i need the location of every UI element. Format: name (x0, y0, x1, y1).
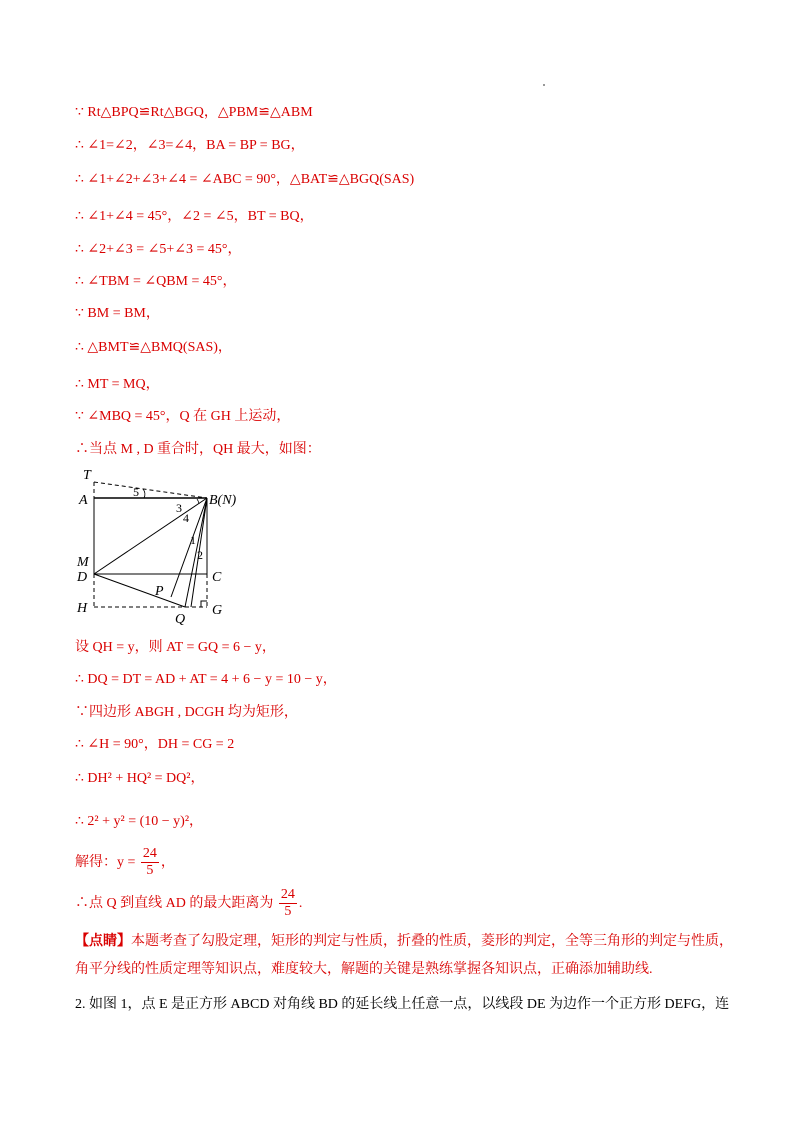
right-angle-mark (201, 601, 207, 607)
line-4: ∴ ∠1+∠4 = 45°，∠2 = ∠5，BT = BQ， (75, 209, 314, 224)
page-mark (543, 84, 545, 86)
angle-label-5: 5 (133, 485, 139, 499)
label-D: D (77, 570, 88, 585)
line-10: ∵ ∠MBQ = 45°，Q 在 GH 上运动， (75, 409, 291, 424)
label-B: B(N) (209, 493, 237, 508)
segment-TB (94, 482, 207, 498)
label-M: M (77, 555, 89, 570)
line-16: ∴ DH² + HQ² = DQ²， (75, 771, 205, 786)
solve-numerator: 24 (142, 846, 157, 862)
line-14: ∵四边形 ABGH , DCGH 均为矩形， (75, 705, 298, 720)
line-11: ∴当点 M , D 重合时，QH 最大，如图： (75, 442, 321, 457)
label-C: C (212, 570, 222, 585)
comment-tag: 【点睛】 (75, 934, 131, 949)
label-P: P (155, 584, 164, 599)
line-6: ∴ ∠TBM = ∠QBM = 45°， (75, 274, 237, 289)
solve-prefix: 解得：y = (75, 855, 136, 870)
label-A: A (79, 493, 88, 508)
angle-label-4: 4 (183, 511, 189, 525)
label-G: G (212, 603, 223, 618)
line-17: ∴ 2² + y² = (10 − y)²， (75, 814, 204, 829)
answer-fraction (279, 887, 297, 920)
line-7: ∵ BM = BM， (75, 306, 160, 321)
line-1: ∵ Rt△BPQ≌Rt△BGQ，△PBM≌△ABM (75, 105, 313, 120)
geometry-figure (75, 462, 245, 630)
angle-label-1: 1 (190, 533, 196, 547)
line-13: ∴ DQ = DT = AD + AT = 4 + 6 − y = 10 − y， (75, 672, 337, 687)
comment-text: 本题考查了勾股定理，矩形的判定与性质，折叠的性质，菱形的判定，全等三角形的判定与性质，角平分线的性质定理等知识点，难度较大，解题的关键是熟练掌握各知识点，正确添加辅助线. (75, 934, 733, 977)
line-3: ∴ ∠1+∠2+∠3+∠4 = ∠ABC = 90°，△BAT≌△BGQ(SAS) (75, 172, 415, 187)
answer-prefix: ∴点 Q 到直线 AD 的最大距离为 (75, 896, 274, 911)
angle-label-3: 3 (176, 501, 182, 515)
line-5: ∴ ∠2+∠3 = ∠5+∠3 = 45°， (75, 242, 242, 257)
solve-denominator: 5 (146, 863, 154, 879)
label-H: H (77, 601, 88, 616)
label-T: T (83, 468, 91, 483)
line-8: ∴ △BMT≌△BMQ(SAS)， (75, 340, 232, 355)
line-15: ∴ ∠H = 90°，DH = CG = 2 (75, 737, 235, 752)
line-2: ∴ ∠1=∠2，∠3=∠4，BA = BP = BG， (75, 138, 305, 153)
solve-fraction (141, 846, 159, 879)
next-problem: 2. 如图 1，点 E 是正方形 ABCD 对角线 BD 的延长线上任意一点，以线段 DE 为边作一个正方形 DEFG，连 (75, 997, 730, 1012)
comment-block (75, 928, 735, 984)
solve-suffix: ， (160, 855, 175, 870)
line-9: ∴ MT = MQ， (75, 377, 160, 392)
angle-arc (143, 489, 145, 498)
angle-label-2: 2 (197, 548, 203, 562)
answer-denominator: 5 (284, 904, 292, 920)
angle-arc (197, 499, 199, 504)
label-Q: Q (175, 612, 186, 627)
line-12: 设 QH = y，则 AT = GQ = 6 − y， (75, 640, 276, 655)
answer-line (75, 887, 302, 921)
solve-line (75, 846, 175, 880)
answer-suffix: . (298, 896, 303, 911)
segment-DQ (94, 574, 185, 607)
answer-numerator: 24 (280, 887, 295, 903)
